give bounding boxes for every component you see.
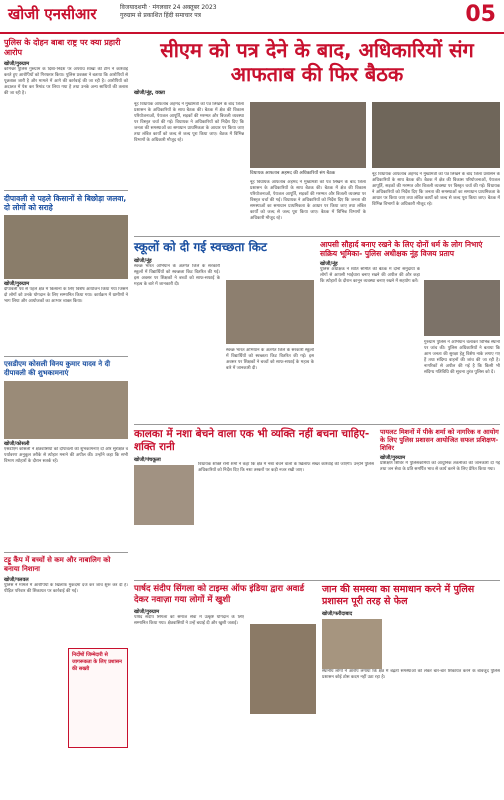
left-mid-byline: खोजी/गुरुग्राम xyxy=(4,281,30,287)
main-text-1: नूंह विधायक आफताब अहमद ने मुख्यमंत्री को पत्र लिखने के बाद जिला प्रशासन के अधिकारियों के साथ बैठक की। बैठक में क्षेत्र की विकास परियोजनाओं, पेयजल आपूर्ति, सड़कों की मरम्मत और बिजली व्यवस्था पर विस्तृत चर्चा की गई। विधायक ने अधिकारियों को निर्देश दिए कि जनता की समस्याओं का समाधान प्राथमिकता के आधार पर किया जाए तथा लंबित कार्यों को जल्द से जल्द पूरा किया जाए। बैठक में विभिन्न विभागों के अधिकारी मौजूद रहे। xyxy=(134,102,244,143)
main-headline: सीएम को पत्र देने के बाद, अधिकारियों संग आफताब की फिर बैठक xyxy=(160,38,474,86)
left-mid-story xyxy=(4,194,128,354)
jaan-story xyxy=(322,584,500,796)
main-photo xyxy=(250,102,366,168)
mayor-byline: खोजी/गुरुग्राम xyxy=(380,455,406,461)
left-low-byline: खोजी/कोसली xyxy=(4,441,30,447)
mayor-text: प्रशिक्षण शिविर में पुलिसकर्मियों को आधुनिक तकनीकों की जानकारी दी गई तथा जन सेवा के प्रति समर्पित भाव से कार्य करने के लिए प्रेरित किया गया। xyxy=(380,461,500,472)
schools-text: स्वच्छ भारत अभियान के अंतर्गत जिले के सरकारी स्कूलों में विद्यार्थियों को स्वच्छता किट वितरित की गई। इस अवसर पर शिक्षकों ने बच्चों को साफ-सफाई के महत्व के बारे में जानकारी दी। xyxy=(134,264,220,287)
left-top-text: कमिश्नर पुलिस गुरुग्राम के दिशा-निर्देश पर अपराध शाखा की टीम ने कार्रवाई करते हुए आरोपियों को गिरफ्तार किया। पुलिस प्रवक्ता ने बताया कि आरोपियों से पूछताछ जारी है और मामले में आगे की कार्रवाई की जा रही है। आरोपियों को अदालत में पेश कर रिमांड पर लिया गया है तथा उनके अन्य साथियों की तलाश की जा रही है। xyxy=(4,67,128,96)
schools-story xyxy=(134,240,314,420)
drugs-byline: खोजी/पंचकूला xyxy=(134,457,161,463)
bjp-story xyxy=(320,240,500,420)
main-photo-caption: विधायक आफताब अहमद की अधिकारियों संग बैठक xyxy=(250,171,336,176)
bjp-text: पुलिस अधीक्षक ने शांति समिति की बैठक में दोनों समुदायों के लोगों से आपसी भाईचारा बनाए रखने की अपील की और कहा कि त्योहारों के दौरान कानून व्यवस्था बनाए रखने में सहयोग करें। xyxy=(320,267,420,284)
main-text-3: नूंह विधायक आफताब अहमद ने मुख्यमंत्री को पत्र लिखने के बाद जिला प्रशासन के अधिकारियों के साथ बैठक की। बैठक में क्षेत्र की विकास परियोजनाओं, पेयजल आपूर्ति, सड़कों की मरम्मत और बिजली व्यवस्था पर विस्तृत चर्चा की गई। विधायक ने अधिकारियों को निर्देश दिए कि जनता की समस्याओं का समाधान प्राथमिकता के आधार पर किया जाए तथा लंबित कार्यों को जल्द से जल्द पूरा किया जाए। बैठक में विभिन्न विभागों के अधिकारी मौजूद रहे। xyxy=(372,172,500,207)
divider xyxy=(134,424,500,425)
mayor-story xyxy=(380,428,500,578)
drugs-story xyxy=(134,428,374,578)
newspaper-name: खोजी एनसीआर xyxy=(8,5,97,23)
masthead xyxy=(0,0,504,34)
divider xyxy=(134,580,500,581)
bjp-text-2: गुरुग्राम पुलिस ने अभियान चलाकर विभिन्न स्थानों पर जांच की। पुलिस अधिकारियों ने बताया कि आम जनता की सुरक्षा हेतु विशेष नाके लगाए गए हैं तथा संदिग्ध वाहनों की जांच की जा रही है। नागरिकों से अपील की गई है कि किसी भी संदिग्ध गतिविधि की सूचना तुरंत पुलिस को दें। xyxy=(424,340,500,375)
schools-photo xyxy=(226,280,314,344)
bjp-photo xyxy=(424,280,500,336)
left-low-headline: एसडीएम कोसली विनय कुमार यादव ने दी दीपावली की शुभकामनाएं xyxy=(4,360,111,377)
main-story xyxy=(134,38,500,234)
left-mid-text: दीपावली पर्व से पहले क्षेत्र में किसानों के लिए विशेष आयोजन किया गया जिसमें दो लोगों को उनके योगदान के लिए सम्मानित किया गया। कार्यक्रम में ग्रामीणों ने भाग लिया और आयोजकों का आभार व्यक्त किया। xyxy=(4,287,128,304)
mayor-headline: पायलट मिशनों में पीके शर्मा को नागरिक व आयोग के लिए पुलिस प्रशासन आयोजित सफल प्रशिक्षण-शिविर xyxy=(380,428,499,452)
parshad-story xyxy=(134,584,316,796)
parshad-headline: पार्षद संदीप सिंगला को टाइम्स ऑफ इंडिया द्वारा अवार्ड देकर नवाज़ा गया लोगों में खुशी xyxy=(134,584,305,605)
jaan-text: स्थानीय लोगों ने आरोप लगाया कि क्षेत्र में बढ़ती समस्याओं को लेकर बार-बार शिकायत करने के बावजूद पुलिस प्रशासन कोई ठोस कदम नहीं उठा रहा है। xyxy=(322,669,500,680)
jaan-byline: खोजी/फरीदाबाद xyxy=(322,611,353,617)
parshad-photo xyxy=(250,624,316,714)
left-low-photo xyxy=(4,381,128,439)
jaan-photo xyxy=(322,619,382,669)
parshad-byline: खोजी/गुरुग्राम xyxy=(134,609,160,615)
left-low-text: एसडीएम कोसली ने क्षेत्रवासियों को दीपावली की शुभकामनाएं दीं और सुरक्षित व पर्यावरण अनुकूल तरीके से त्योहार मनाने की अपील की। उन्होंने कहा कि सभी विभाग त्योहारों के दौरान सतर्क रहें। xyxy=(4,447,128,464)
left-top-story xyxy=(4,38,128,188)
left-mid-headline: दीपावली से पहले किसानों से बिछोड़ा जलवा, दो लोगों को सराहे xyxy=(4,194,127,212)
divider xyxy=(4,356,128,357)
parshad-text: पार्षद संदीप सिंगला को समाज सेवा में उत्कृष्ट योगदान के लिए सम्मानित किया गया। क्षेत्रवासियों ने उन्हें बधाई दी और खुशी जताई। xyxy=(134,615,244,626)
drugs-text: विधायक शक्ति रानी शर्मा ने कहा कि क्षेत्र में नशा बेचने वालों के खिलाफ सख्त कार्रवाई की जाएगी। उन्होंने पुलिस अधिकारियों को निर्देश दिए कि नशा तस्करों पर कड़ी नजर रखी जाए। xyxy=(198,462,374,473)
left-mid-photo xyxy=(4,215,128,279)
schools-text-2: स्वच्छ भारत अभियान के अंतर्गत जिले के सरकारी स्कूलों में विद्यार्थियों को स्वच्छता किट वितरित की गई। इस अवसर पर शिक्षकों ने बच्चों को साफ-सफाई के महत्व के बारे में जानकारी दी। xyxy=(226,348,314,371)
divider xyxy=(134,236,500,237)
divider xyxy=(4,552,128,553)
left-bottom-text: पुलिस ने मामले में आरोपियों के खिलाफ मुकदमा दर्ज कर जांच शुरू कर दी है। पीड़ित परिवार की शिकायत पर कार्रवाई की गई। xyxy=(4,583,128,594)
main-photo-2 xyxy=(372,102,500,168)
bjp-byline: खोजी/नूंह xyxy=(320,261,338,267)
left-low-story xyxy=(4,360,128,550)
drugs-photo xyxy=(134,465,194,525)
left-bottom-callout: निर्दोषों जिम्मेदारी से जागरूकता के लिए प्रशासन की सख्ती xyxy=(68,648,128,748)
left-top-byline: खोजी/गुरुग्राम xyxy=(4,61,30,67)
left-top-headline: पुलिस के दोहन बाबा राष्ट्र पर क्या प्रहारी आरोप xyxy=(4,38,121,57)
issue-date: विजयादशमी · मंगलवार 24 अक्तूबर 2023 गुरुग्राम से प्रकाशित हिंदी समाचार पत्र xyxy=(120,4,217,19)
left-bottom-byline: खोजी/पलवल xyxy=(4,577,29,583)
bjp-headline: आपसी सौहार्द बनाए रखने के लिए दोनों धर्म के लोग निभाएं सक्रिय भूमिका- पुलिस अधीक्षक नूंह विजय प्रताप xyxy=(320,240,483,258)
left-bottom-story xyxy=(4,556,128,796)
main-byline: खोजी/नूंह, वक्ता xyxy=(134,90,165,96)
left-bottom-headline: टट्टू कैंप में बच्चों से कम और नाबालिग को बनाया निशाना xyxy=(4,556,111,573)
divider xyxy=(4,190,128,191)
schools-headline: स्कूलों को दी गई स्वच्छता किट xyxy=(134,240,267,254)
schools-byline: खोजी/नूंह xyxy=(134,258,152,264)
drugs-headline: कालका में नशा बेचने वाला एक भी व्यक्ति नहीं बचना चाहिए- शक्ति रानी xyxy=(134,428,370,453)
jaan-headline: जान की समस्या का समाधान करने में पुलिस प्रशासन पूरी तरह से फेल xyxy=(322,584,475,607)
main-text-2: नूंह विधायक आफताब अहमद ने मुख्यमंत्री को पत्र लिखने के बाद जिला प्रशासन के अधिकारियों के साथ बैठक की। बैठक में क्षेत्र की विकास परियोजनाओं, पेयजल आपूर्ति, सड़कों की मरम्मत और बिजली व्यवस्था पर विस्तृत चर्चा की गई। विधायक ने अधिकारियों को निर्देश दिए कि जनता की समस्याओं का समाधान प्राथमिकता के आधार पर किया जाए तथा लंबित कार्यों को जल्द से जल्द पूरा किया जाए। बैठक में विभिन्न विभागों के अधिकारी मौजूद रहे। xyxy=(250,180,366,221)
page-number: 05 xyxy=(465,2,496,27)
